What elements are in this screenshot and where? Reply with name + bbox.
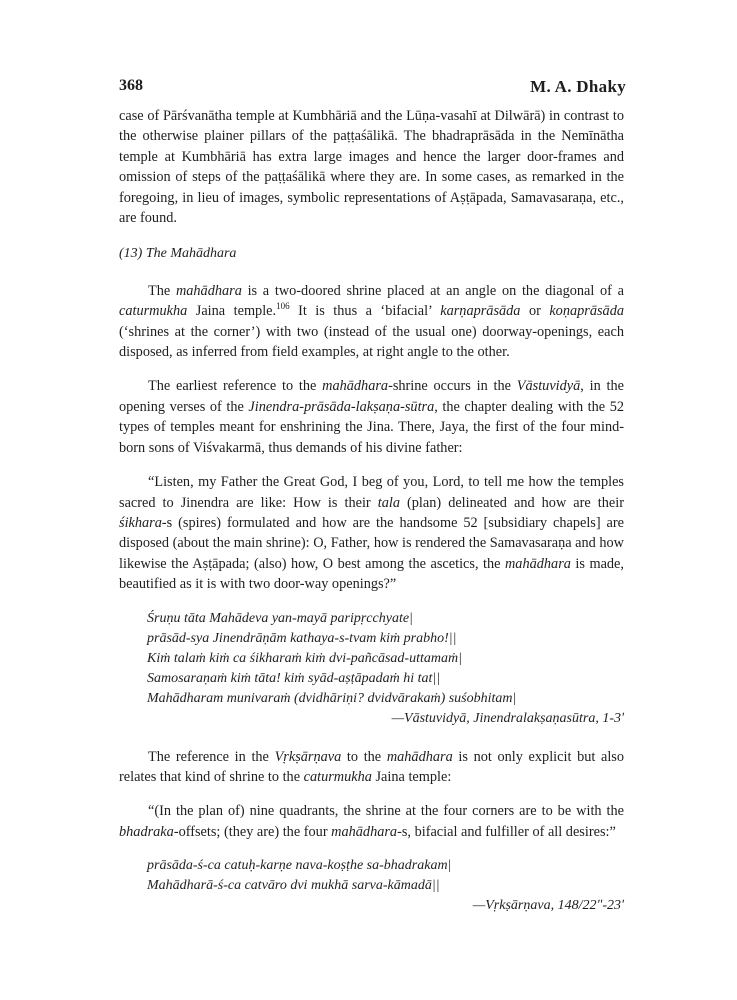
sanskrit-verse-block-2 — [147, 856, 624, 916]
paragraph-earliest-reference: The earliest reference to the mahādhara-shrine occurs in the Vāstuvidyā, in the opening verses of the Jinendra-prāsāda-lakṣaṇa-sūtra, the chapter dealing with the 52 types of temples meant for enshrining the Jina. There, Jaya, the first of the four mind-born sons of Viśvakarmā, thus demands of his divine father: — [119, 378, 625, 456]
paragraph-vrksarnava-reference: The reference in the Vṛkṣārṇava to the mahādhara is not only explicit but also relates that kind of shrine to the caturmukha Jaina temple: — [119, 748, 625, 785]
verse-line: Mahādharā-ś-ca catvāro dvi mukhā sarva-kāmadā|| — [147, 878, 440, 894]
page-header — [119, 77, 626, 101]
verse-source-2: —Vṛkṣārṇava, 148/22ʺ-23ʹ — [472, 898, 624, 914]
verse-source: —Vāstuvidyā, Jinendralakṣaṇasūtra, 1-3ʹ — [391, 710, 624, 726]
paragraph-mahadhara-definition: The mahādhara is a two-doored shrine placed at an angle on the diagonal of a caturmukha Jaina temple.$^{106}$ It is thus a ‘bifacial’ karṇaprāsāda or koṇaprāsāda (‘shrines at the corner’) with two (instead of the usual one) doorway-openings, each disposed, as inferred from field examples, at right angle to the other. — [119, 282, 624, 361]
verse-line: prāsād-sya Jinendrāṇām kathaya-s-tvam kiṁ prabho!|| — [147, 630, 457, 646]
verse-line: Samosaraṇaṁ kiṁ tāta! kiṁ syād-aṣṭāpadaṁ hi tat|| — [147, 670, 441, 686]
verse-line: Kiṁ talaṁ kiṁ ca śikharaṁ kiṁ dvi-pañcāsad-uttamaṁ| — [147, 650, 462, 666]
sanskrit-verse-block — [147, 609, 624, 729]
footnote-ref: 106 — [276, 301, 290, 312]
quotation-translation-2: “(In the plan of) nine quadrants, the shrine at the four corners are to be with the bhadraka-offsets; (they are) the four mahādhara-s, bifacial and fulfiller of all desires:” — [119, 803, 624, 840]
running-head-author: M. A. Dhaky — [530, 77, 626, 96]
verse-line: Śruṇu tāta Mahādeva yan-mayā paripṛcchyate| — [147, 610, 413, 626]
quotation-translation: “Listen, my Father the Great God, I beg of you, Lord, to tell me how the temples sacred to Jinendra are like: How is their tala (plan) delineated and how are their śikhara-s (spires) formulated and how are the handsome 52 [subsidiary chapels] are disposed (about the main shrine): O, Father, how is rendered the Samavasaraṇa and how likewise the Aṣṭāpada; (also) how, O best among the ascetics, the mahādhara is made, beautified as it is with two door-way openings?” — [119, 474, 624, 593]
verse-line: Mahādharam munivaraṁ (dvidhāriṇi? dvidvārakaṁ) suśobhitam| — [147, 690, 517, 706]
section-heading: (13) The Mahādhara — [119, 246, 237, 262]
page-body — [119, 106, 624, 916]
page-number: 368 — [119, 77, 143, 94]
paragraph-continued: case of Pārśvanātha temple at Kumbhāriā and the Lūṇa-vasahī at Dilwārā) in contrast to the otherwise plainer pillars of the paṭṭaśālikā. The bhadraprāsāda in the Nemīnātha temple at Kumbhāriā has extra large images and hence the larger door-frames and omission of steps of the paṭṭaśālikā where they are. In some cases, as remarked in the foregoing, in lieu of images, symbolic representations of Aṣṭāpada, Samavasaraṇa, etc., are found. — [119, 108, 624, 227]
verse-line: prāsāda-ś-ca catuḥ-karṇe nava-koṣṭhe sa-bhadrakam| — [147, 858, 452, 874]
